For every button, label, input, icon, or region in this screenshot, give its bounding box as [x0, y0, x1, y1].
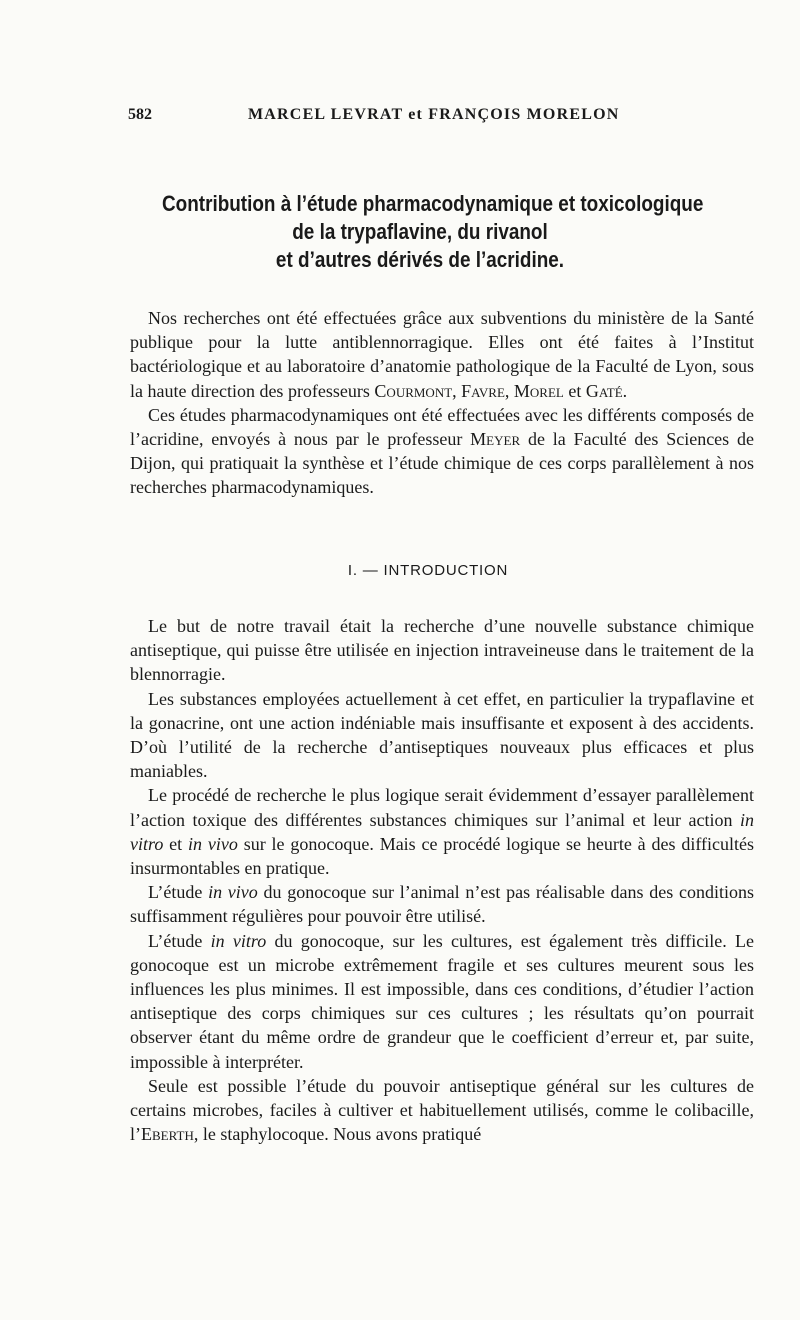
- author-name: Courmont: [374, 380, 453, 401]
- author-name: Morel: [513, 380, 564, 401]
- section-heading: I. — INTRODUCTION: [347, 562, 509, 579]
- page-number: 582: [128, 106, 152, 123]
- body-paragraph-6: Seule est possible l’étude du pouvoir antiseptique général sur les cultures de certains microbes, faciles à cultiver et habituellement utilisés, comme le colibacille, l’Eberth, le staphylocoque. Nous avons pratiqué: [130, 1075, 754, 1145]
- intro-paragraph-2: Ces études pharmacodynamiques ont été effectuées avec les différents composés de l’acridine, envoyés à nous par le professeur Meyer de la Faculté des Sciences de Dijon, qui pratiquait la synthèse et l’étude chimique de ces corps parallèlement à nos recherches pharmacodynamiques.: [130, 404, 754, 498]
- author-name: Meyer: [470, 429, 521, 450]
- page-header: [128, 106, 716, 136]
- article-title: [162, 190, 704, 274]
- title-line-1: Contribution à l’étude pharmacodynamique et toxicologique: [162, 191, 704, 216]
- body-paragraph-3: Le procédé de recherche le plus logique serait évidemment d’essayer parallèlement l’action toxique des différentes substances chimiques sur l’animal et leur action in vitro et in vivo sur le gonocoque. Mais ce procédé logique se heurte à des difficultés insurmontables en pratique.: [130, 785, 754, 879]
- intro-text: [130, 306, 754, 500]
- running-head: MARCEL LEVRAT et FRANÇOIS MORELON: [248, 106, 620, 123]
- body-paragraph-2: Les substances employées actuellement à cet effet, en particulier la trypaflavine et la gonacrine, ont une action indéniable mais insuffisante et exposent à des accidents. D’où l’utilité de la recherche d’antiseptiques nouveaux plus efficaces et plus maniables.: [130, 688, 754, 782]
- author-name: Gaté: [585, 380, 623, 401]
- body-paragraph-4: L’étude in vivo du gonocoque sur l’animal n’est pas réalisable dans des conditions suffisamment régulières pour pouvoir être utilisé.: [130, 882, 754, 927]
- body-paragraph-1: Le but de notre travail était la recherche d’une nouvelle substance chimique antiseptique, qui puisse être utilisée en injection intraveineuse dans le traitement de la blennorragie.: [130, 616, 754, 685]
- main-text: [130, 614, 754, 1146]
- title-line-3: et d’autres dérivés de l’acridine.: [275, 247, 565, 272]
- author-name: Favre: [461, 380, 505, 401]
- body-paragraph-5: L’étude in vitro du gonocoque, sur les cultures, est également très difficile. Le gonocoque est un microbe extrêmement fragile et ses cultures meurent sous les influences les plus minimes. Il est impossible, dans ces conditions, d’étudier l’action antiseptique des corps chimiques sur ces cultures ; les résultats qu’on pourrait observer étant du même ordre de grandeur que le coefficient d’erreur et, par suite, impossible à interpréter.: [130, 930, 754, 1072]
- author-name: Eberth: [141, 1124, 194, 1145]
- title-line-2: de la trypaflavine, du rivanol: [292, 219, 548, 244]
- intro-paragraph-1: Nos recherches ont été effectuées grâce aux subventions du ministère de la Santé publique pour la lutte antiblennorragique. Elles ont été faites à l’Institut bactériologique et au laboratoire d’anatomie pathologique de la Faculté de Lyon, sous la haute direction des professeurs Courmont, Favre, Morel et Gaté.: [130, 308, 754, 401]
